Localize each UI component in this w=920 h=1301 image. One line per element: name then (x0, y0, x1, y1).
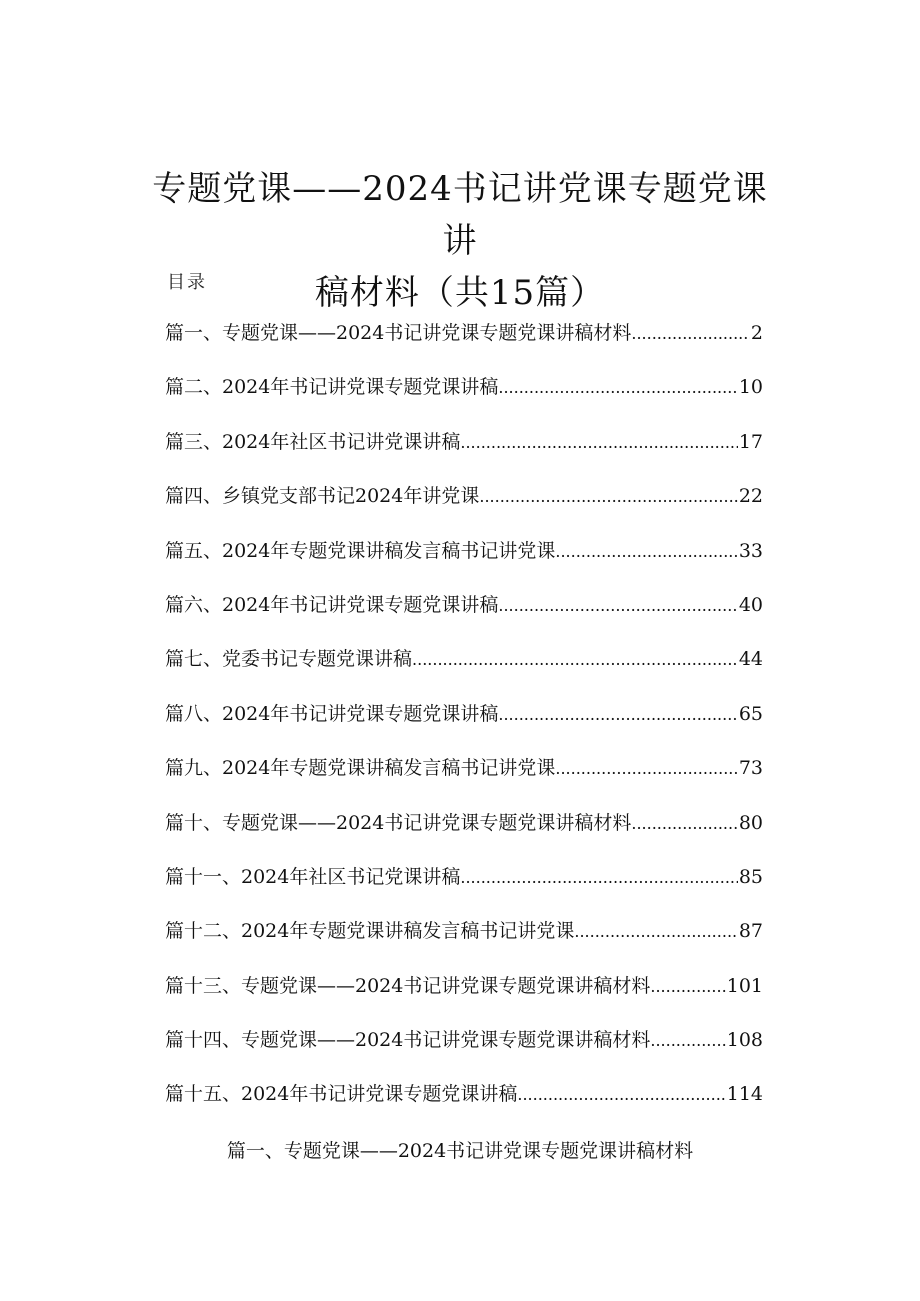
toc-entry[interactable] (165, 530, 763, 584)
document-title-line-2: 稿材料（共15篇） (314, 272, 606, 313)
toc-entry-page-number: 80 (738, 811, 763, 834)
toc-leader-dots (460, 857, 737, 899)
toc-entry[interactable] (165, 421, 763, 475)
toc-leader-dots (574, 911, 737, 953)
toc-leader-dots (498, 694, 737, 736)
toc-entry-page-number: 85 (738, 865, 763, 888)
toc-entry[interactable] (165, 856, 763, 910)
toc-entry-label: 篇九、2024年专题党课讲稿发言稿书记讲党课 (165, 757, 556, 780)
toc-leader-dots (498, 585, 737, 627)
toc-leader-dots (555, 531, 737, 573)
toc-entry-page-number: 108 (726, 1029, 763, 1052)
document-title-line-1: 专题党课——2024书记讲党课专题党课讲 (152, 168, 768, 261)
toc-entry[interactable] (165, 584, 763, 638)
toc-entry-page-number: 114 (726, 1083, 763, 1106)
toc-entry-page-number: 10 (738, 376, 763, 399)
toc-leader-dots (498, 367, 737, 409)
toc-entry[interactable] (165, 910, 763, 964)
toc-leader-dots (460, 422, 737, 464)
toc-entry-page-number: 44 (738, 648, 763, 671)
toc-entry[interactable] (165, 802, 763, 856)
toc-entry[interactable] (165, 366, 763, 420)
toc-leader-dots (631, 313, 750, 355)
toc-entry-label: 篇十四、专题党课——2024书记讲党课专题党课讲稿材料 (165, 1029, 651, 1052)
toc-entry[interactable] (165, 693, 763, 747)
toc-entry[interactable] (165, 965, 763, 1019)
toc-entry[interactable] (165, 1019, 763, 1073)
toc-leader-dots (555, 748, 737, 790)
toc-entry[interactable] (165, 1073, 763, 1127)
toc-leader-dots (517, 1074, 725, 1116)
toc-entry-label: 篇十、专题党课——2024书记讲党课专题党课讲稿材料 (165, 811, 632, 834)
toc-entry-label: 篇三、2024年社区书记讲党课讲稿 (165, 430, 461, 453)
toc-entry-label: 篇十二、2024年专题党课讲稿发言稿书记讲党课 (165, 920, 575, 943)
toc-entry-label: 篇十五、2024年书记讲党课专题党课讲稿 (165, 1083, 518, 1106)
toc-leader-dots (650, 966, 725, 1008)
toc-entry-page-number: 65 (738, 702, 763, 725)
toc-entry-label: 篇六、2024年书记讲党课专题党课讲稿 (165, 593, 499, 616)
section-heading: 篇一、专题党课——2024书记讲党课专题党课讲稿材料 (226, 1140, 694, 1162)
toc-entry-page-number: 17 (738, 430, 763, 453)
document-title (140, 163, 780, 319)
toc-entry-page-number: 2 (750, 322, 763, 344)
toc-entry-page-number: 73 (738, 757, 763, 780)
toc-entry[interactable] (165, 475, 763, 529)
toc-entry-label: 篇十三、专题党课——2024书记讲党课专题党课讲稿材料 (165, 974, 651, 997)
toc-entry-page-number: 40 (738, 593, 763, 616)
toc-leader-dots (650, 1020, 725, 1062)
toc-entry[interactable] (165, 747, 763, 801)
toc-entry-label: 篇四、乡镇党支部书记2024年讲党课 (165, 485, 480, 508)
toc-entry[interactable] (165, 638, 763, 692)
toc-entry-label: 篇一、专题党课——2024书记讲党课专题党课讲稿材料 (165, 322, 632, 344)
toc-entry-label: 篇二、2024年书记讲党课专题党课讲稿 (165, 376, 499, 399)
toc-entry-page-number: 101 (726, 974, 763, 997)
toc-entry-label: 篇八、2024年书记讲党课专题党课讲稿 (165, 702, 499, 725)
table-of-contents (165, 312, 763, 1128)
toc-leader-dots (479, 476, 737, 518)
toc-entry[interactable] (165, 312, 763, 366)
toc-entry-page-number: 87 (738, 920, 763, 943)
toc-entry-label: 篇七、党委书记专题党课讲稿 (165, 648, 413, 671)
toc-heading: 目录 (167, 272, 207, 293)
toc-leader-dots (412, 639, 738, 681)
toc-entry-label: 篇十一、2024年社区书记党课讲稿 (165, 865, 461, 888)
toc-leader-dots (631, 803, 737, 845)
toc-entry-page-number: 33 (738, 539, 763, 562)
toc-entry-page-number: 22 (738, 485, 763, 508)
toc-entry-label: 篇五、2024年专题党课讲稿发言稿书记讲党课 (165, 539, 556, 562)
